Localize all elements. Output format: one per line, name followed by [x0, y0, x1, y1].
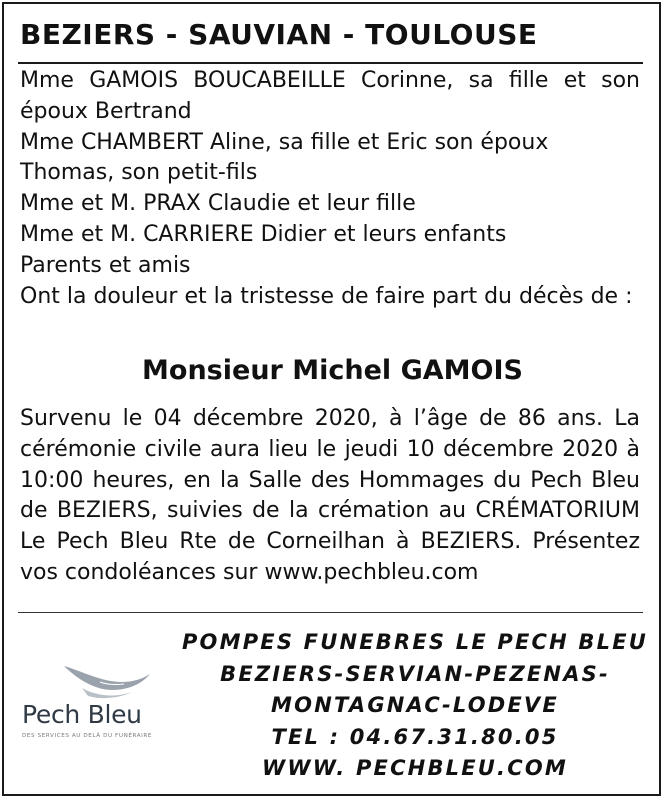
funeral-home-name: POMPES FUNEBRES LE PECH BLEU: [181, 630, 649, 654]
logo-tagline: DES SERVICES AU DELÀ DU FUNÉRAIRE: [22, 733, 153, 739]
announcement-line: Ont la douleur et la tristesse de faire part du décès de :: [20, 283, 633, 309]
funeral-home-website: WWW. PECHBLEU.COM: [261, 756, 568, 780]
family-list: [20, 66, 640, 312]
swallow-bird-icon: [62, 660, 152, 700]
logo-wordmark: Pech Bleu: [22, 700, 142, 729]
family-line: Mme GAMOIS BOUCABEILLE Corinne, sa fille et son époux Bertrand: [20, 68, 640, 124]
family-line: Mme et M. PRAX Claudie et leur fille: [20, 191, 416, 217]
header-title: BEZIERS - SAUVIAN - TOULOUSE: [20, 18, 538, 51]
funeral-home-locations: MONTAGNAC-LODEVE: [271, 693, 559, 717]
ceremony-details: Survenu le 04 décembre 2020, à l’âge de 86 ans. La cérémonie civile aura lieu le jeudi 10 décembre 2020 à 10:00 heures, en la Salle des Hommages du Pech Bleu de BEZIERS, suivies de la crémation au CRÉMATORIUM Le Pech Bleu Rte de Corneilhan à BEZIERS. Présentez vos condoléances sur www.pechbleu.com: [20, 406, 640, 585]
header-divider: [18, 62, 643, 64]
family-line: Mme et M. CARRIERE Didier et leurs enfants: [20, 221, 507, 247]
deceased-name: Monsieur Michel GAMOIS: [142, 355, 523, 386]
family-line: Mme CHAMBERT Aline, sa fille et Eric son époux: [20, 129, 549, 155]
footer-divider: [18, 612, 643, 613]
family-line: Thomas, son petit-fils: [20, 160, 258, 186]
pech-bleu-logo: [18, 660, 188, 750]
funeral-home-phone: TEL : 04.67.31.80.05: [271, 724, 559, 749]
family-line: Parents et amis: [20, 252, 191, 278]
funeral-home-contact: [175, 627, 655, 785]
funeral-home-locations: BEZIERS-SERVIAN-PEZENAS-: [220, 661, 610, 686]
